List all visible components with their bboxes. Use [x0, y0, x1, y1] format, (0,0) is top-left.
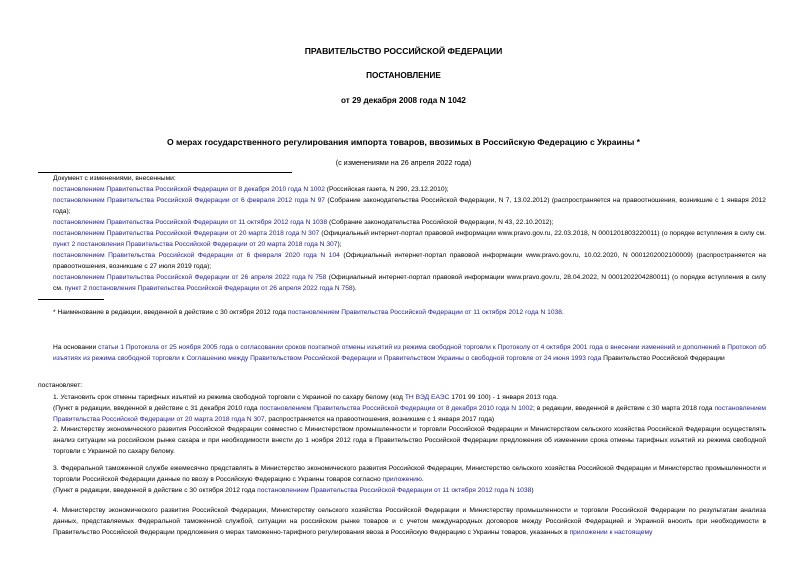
paragraph-1-note: (Пункт в редакции, введенной в действие с 31 декабря 2010 года постановлением Правительства Российской Федерации от 8 декабря 2010 года N 1002; в редакции, введенной в действие с 30 марта 2018 года постановлением Правительства Российской Федерации от 20 марта 2018 года N 307, распространяется на правоотношения, возникшие с 1 января 2017 года)	[53, 405, 767, 423]
change-item: постановлением Правительства Российской Федерации от 8 декабря 2010 года N 1002 (Российская газета, N 290, 23.12.2010);	[53, 186, 449, 193]
issuing-authority: ПРАВИТЕЛЬСТВО РОССИЙСКОЙ ФЕДЕРАЦИИ	[304, 46, 503, 56]
edition-note: (с изменениями на 26 апреля 2022 года)	[335, 158, 472, 167]
decree-word: постановляет:	[38, 382, 83, 389]
tn-ved-link[interactable]: ТН ВЭД ЕАЭС	[404, 394, 450, 401]
footnote-link[interactable]: постановлением Правительства Российской Федерации от 11 октября 2012 года N 1038	[287, 309, 563, 316]
document-date-number: от 29 декабря 2008 года N 1042	[341, 96, 466, 105]
amendment-link[interactable]: постановлением Правительства Российской Федерации от 8 декабря 2010 года N 1002	[259, 405, 533, 412]
change-link[interactable]: постановлением Правительства Российской Федерации от 6 февраля 2012 года N 97	[53, 197, 326, 204]
footnote: * Наименование в редакции, введенной в действие с 30 октября 2012 года постановлением Правительства Российской Федерации от 11 октября 2012 года N 1038.	[53, 309, 564, 316]
changes-intro: Документ с изменениями, внесенными:	[53, 175, 176, 182]
change-item: постановлением Правительства Российской Федерации от 20 марта 2018 года N 307 (Официальный интернет-портал правовой информации www.pravo.gov.ru, 22.03.2018, N 0001201803220011) (о порядке вступления в силу см. пункт 2 постановления Правительства Российской Федерации от 20 марта 2018 года N 307);	[53, 230, 766, 248]
change-item: постановлением Правительства Российской Федерации от 26 апреля 2022 года N 758 (Официальный интернет-портал правовой информации www.pravo.gov.ru, 28.04.2022, N 0001202204280011) (о порядке вступления в силу см. пункт 2 постановления Правительства Российской Федерации от 26 апреля 2022 года N 758).	[53, 274, 766, 292]
change-link[interactable]: постановлением Правительства Российской Федерации от 11 октября 2012 года N 1038	[53, 219, 328, 226]
change-item: постановлением Правительства Российской Федерации от 6 февраля 2020 года N 104 (Официальный интернет-портал правовой информации www.pravo.gov.ru, 10.02.2020, N 0001202002100009) (распространяется на правоотношения, возникшие с 27 июля 2019 года);	[53, 252, 766, 270]
change-entry-link[interactable]: пункт 2 постановления Правительства Российской Федерации от 20 марта 2018 года N 307	[53, 241, 338, 248]
change-item: постановлением Правительства Российской Федерации от 6 февраля 2012 года N 97 (Собрание законодательства Российской Федерации, N 7, 13.02.2012) (распространяется на правоотношения, возникшие с 1 января 2012 года);	[53, 197, 766, 215]
protocol-article-link[interactable]: статьи 1 Протокола от 25 ноября 2005 года о согласовании сроков поэтапной отмены изъятий из режима свободной торговли к Протоколу от 4 октября 2001 года о внесении изменений и дополнений в Протокол об изъятиях из режима свободной торговли к Соглашению между Правительством Российской Федерации и Правительством Украины о свободной торговле от 24 июня 1993 года	[53, 344, 766, 362]
paragraph-3-note: (Пункт в редакции, введенной в действие с 30 октября 2012 года постановлением Правительства Российской Федерации от 11 октября 2012 года N 1038)	[53, 487, 534, 494]
change-link[interactable]: постановлением Правительства Российской Федерации от 20 марта 2018 года N 307	[53, 230, 320, 237]
change-link[interactable]: постановлением Правительства Российской Федерации от 26 апреля 2022 года N 758	[53, 274, 327, 281]
change-link[interactable]: постановлением Правительства Российской Федерации от 8 декабря 2010 года N 1002	[53, 186, 325, 193]
paragraph-2: 2. Министерству экономического развития Российской Федерации совместно с Министерством промышленности и торговли Российской Федерации и Министерством сельского хозяйства Российской Федерации осуществлять анализ ситуации на российском рынке сахара и при необходимости внести до 1 ноября 2012 года в Правительство Российской Федерации предложения об изменении срока отмены тарифных изъятий из режима свободной торговли с Украиной по сахару белому.	[53, 426, 766, 455]
amendment-link[interactable]: постановлением Правительства Российской Федерации от 11 октября 2012 года N 1038	[257, 487, 532, 494]
amendment-link[interactable]: постановлением Правительства Российской Федерации от 20 марта 2018 года N 307	[53, 405, 767, 423]
document-type: ПОСТАНОВЛЕНИЕ	[366, 71, 441, 80]
appendix-link[interactable]: приложению	[382, 476, 422, 483]
change-entry-link[interactable]: пункт 2 постановления Правительства Российской Федерации от 26 апреля 2022 года N 758	[64, 285, 353, 292]
basis-paragraph: На основании статьи 1 Протокола от 25 ноября 2005 года о согласовании сроков поэтапной отмены изъятий из режима свободной торговли к Протоколу от 4 октября 2001 года о внесении изменений и дополнений в Протокол об изъятиях из режима свободной торговли к Соглашению между Правительством Российской Федерации и Правительством Украины о свободной торговле от 24 июня 1993 года Правительство Российской Федерации	[53, 344, 766, 362]
footnote-divider	[38, 299, 104, 300]
paragraph-3: 3. Федеральной таможенной службе ежемесячно представлять в Министерство экономического развития Российской Федерации, Министерство сельского хозяйства Российской Федерации и Министерство промышленности и торговли Российской Федерации данные по ввозу в Российскую Федерацию с Украины товаров согласно приложению.	[53, 465, 766, 483]
changes-block	[38, 173, 766, 294]
change-link[interactable]: постановлением Правительства Российской Федерации от 6 февраля 2020 года N 104	[53, 252, 340, 259]
paragraph-1: 1. Установить срок отмены тарифных изъятий из режима свободной торговли с Украиной по сахару белому (код ТН ВЭД ЕАЭС 1701 99 100) - 1 января 2013 года.	[53, 394, 558, 401]
change-item: постановлением Правительства Российской Федерации от 11 октября 2012 года N 1038 (Собрание законодательства Российской Федерации, N 43, 22.10.2012);	[53, 219, 554, 226]
appendix-link[interactable]: приложении к настоящему	[569, 529, 653, 536]
document-title: О мерах государственного регулирования импорта товаров, ввозимых в Российскую Федерацию с Украины *	[166, 137, 641, 147]
paragraph-4: 4. Министерству экономического развития Российской Федерации, Министерству сельского хозяйства Российской Федерации и Министерству промышленности и торговли Российской Федерации по результатам анализа данных, представляемых Федеральной таможенной службой, ситуации на российском рынке товаров и с учетом международных договоров между Российской Федерацией и Украиной вносить при необходимости в Правительство Российской Федерации предложения о мерах таможенно-тарифного регулирования ввоза в Российскую Федерацию с Украины товаров, указанных в приложении к настоящему	[53, 507, 766, 536]
